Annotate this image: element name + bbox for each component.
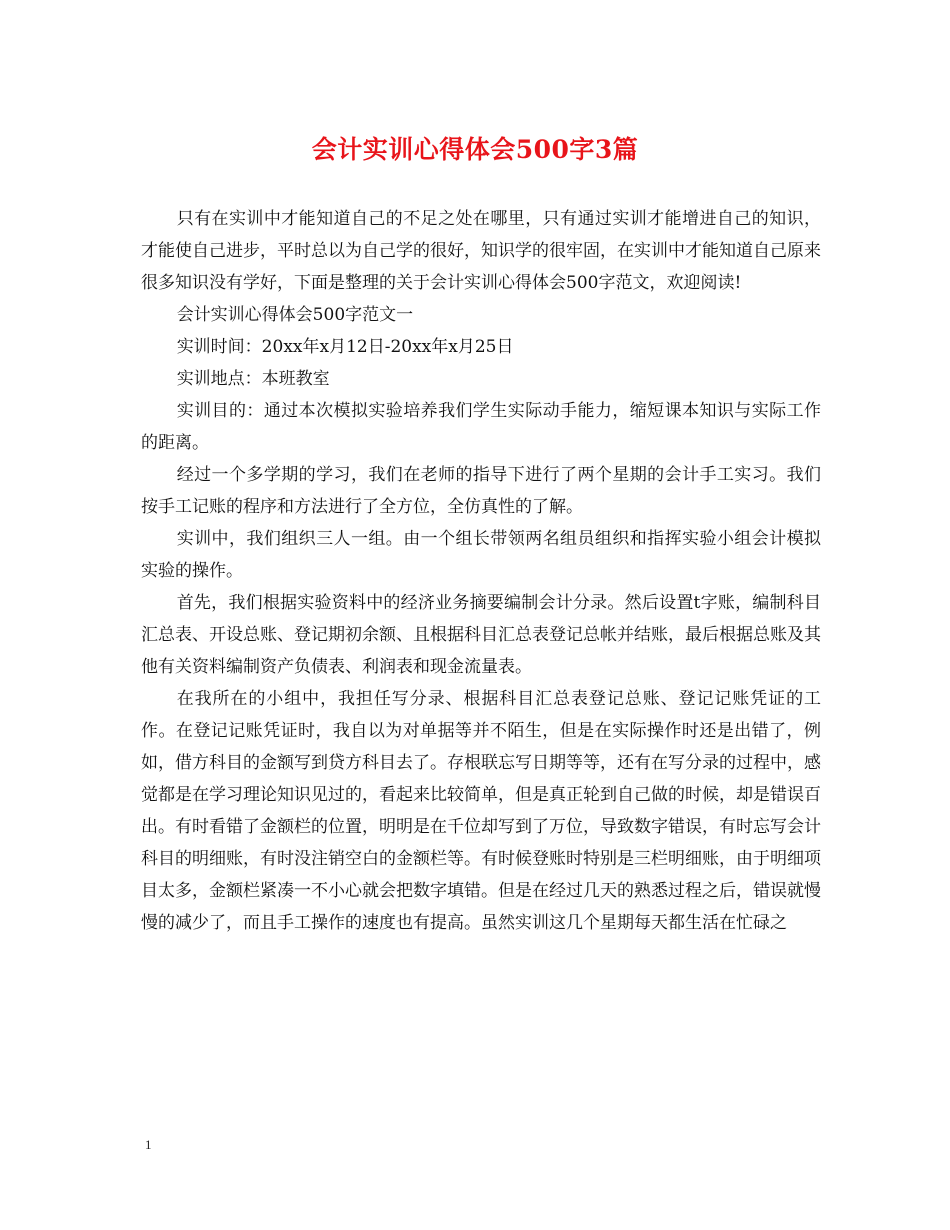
training-purpose: 实训目的：通过本次模拟实验培养我们学生实际动手能力，缩短课本知识与实际工作的距离。 [141,401,821,453]
training-location: 实训地点：本班教室 [176,369,330,389]
section-heading: 会计实训心得体会500字范文一 [176,305,414,325]
body-paragraph: 在我所在的小组中，我担任写分录、根据科目汇总表登记总账、登记记账凭证的工作。在登记记账凭证时，我自以为对单据等并不陌生，但是在实际操作时还是出错了，例如，借方科目的金额写到贷方科目去了。存根联忘写日期等等，还有在写分录的过程中，感觉都是在学习理论知识见过的，看起来比较简单，但是真正轮到自己做的时候，却是错误百出。有时看错了金额栏的位置，明明是在千位却写到了万位，导致数字错误，有时忘写会计科目的明细账，有时没注销空白的金额栏等。有时候登账时特别是三栏明细账，由于明细项目太多，金额栏紧凑一不小心就会把数字填错。但是在经过几天的熟悉过程之后，错误就慢慢的减少了，而且手工操作的速度也有提高。虽然实训这几个星期每天都生活在忙碌之 [141,689,821,933]
body-paragraph: 经过一个多学期的学习，我们在老师的指导下进行了两个星期的会计手工实习。我们按手工记账的程序和方法进行了全方位，全仿真性的了解。 [141,465,821,517]
page-number: 1 [145,1137,152,1152]
intro-paragraph: 只有在实训中才能知道自己的不足之处在哪里，只有通过实训才能增进自己的知识，才能使自己进步，平时总以为自己学的很好，知识学的很牢固，在实训中才能知道自己原来很多知识没有学好，下面是整理的关于会计实训心得体会500字范文，欢迎阅读! [141,209,821,293]
body-paragraph: 实训中，我们组织三人一组。由一个组长带领两名组员组织和指挥实验小组会计模拟实验的操作。 [141,529,821,581]
training-time: 实训时间：20xx年x月12日-20xx年x月25日 [176,337,514,357]
body-paragraph: 首先，我们根据实验资料中的经济业务摘要编制会计分录。然后设置t字账，编制科目汇总表、开设总账、登记期初余额、且根据科目汇总表登记总帐并结账，最后根据总账及其他有关资料编制资产负债表、利润表和现金流量表。 [141,593,821,677]
document-body [141,203,821,939]
document-title: 会计实训心得体会500字3篇 [311,135,639,164]
